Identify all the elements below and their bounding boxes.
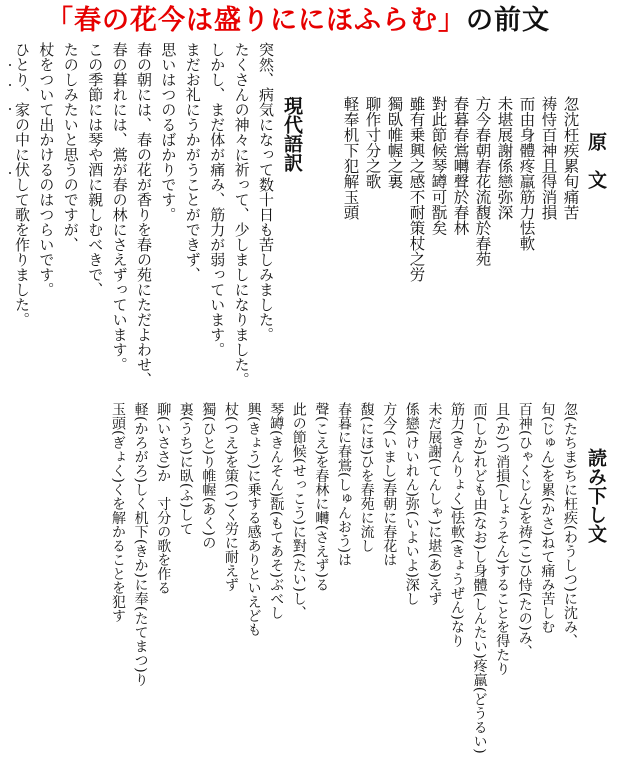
genbun-line: 對此節候琴罇可翫矣: [429, 96, 448, 236]
yomikudashi-line: 方今(いまし)春朝に春花は: [381, 402, 398, 567]
genbun-line: 忽沈枉疾累旬痛苦: [561, 96, 580, 220]
genbun-line: 獨臥帷幄之裏: [385, 96, 404, 189]
genbun-line: 春暮春鴬囀聲於春林: [451, 96, 470, 236]
gendai-heading: 現代語訳: [281, 96, 303, 172]
yomikudashi-line: 且(か)つ消損(しょうそん)することを得たり: [494, 402, 511, 676]
gendai-line: しかし、まだ体が痛み、筋力が弱っています。: [208, 42, 227, 357]
genbun-line: 雖有乗興之感不耐策杖之労: [407, 96, 426, 282]
gendai-line: まだお礼にうかがうことができず、: [183, 42, 202, 282]
genbun-line: 聊作寸分之歌: [363, 96, 382, 189]
yomikudashi-line: 聲(こえ)を春林に囀(さえず)る: [313, 402, 330, 592]
yomikudashi-line: 此の節候(せっこう)に對(たい)し、: [290, 402, 307, 620]
gendai-line: 突然、病気になって数十日も苦しみました。: [257, 42, 275, 342]
yomikudashi-line: 未だ展謝(てんしゃ)に堪(あ)えず: [426, 402, 443, 606]
decorative-dot: [9, 64, 11, 66]
decorative-dot: [9, 108, 11, 110]
yomikudashi-heading: 読み下し文: [585, 448, 607, 543]
yomikudashi-line: 興(きょう)に乗する感ありといえども: [245, 402, 262, 637]
genbun-line: 未堪展謝係戀弥深: [495, 96, 514, 220]
yomikudashi-line: 而(しか)れども由(なお)し身體(しんたい)疼羸(どうるい): [471, 402, 488, 754]
gendai-line: ひとり、家の中に伏して歌を作りました。: [13, 42, 31, 327]
yomikudashi-line: 聊(いささ)か 寸分の歌を作る: [155, 402, 172, 595]
gendai-line: たのしみたいと思うのですが、: [61, 42, 80, 252]
gendai-line: 思いはつのるばかりです。: [159, 42, 178, 222]
yomikudashi-line: 忽(たちま)ちに枉疾(わうしつ)に沈み、: [562, 402, 578, 648]
gendai-line: 春の朝には、春の花が香りを春の苑にただよわせ、: [135, 42, 153, 387]
yomikudashi-line: 春暮に春鴬(しゅんおう)は: [336, 402, 352, 567]
gendai-line: 春の暮れには、鴬が春の林にさえずっています。: [110, 42, 129, 372]
yomikudashi-line: 筋力(きんりょく)怯軟(きょうぜん)なり: [449, 402, 465, 648]
title-main: 「春の花今は盛りににほふらむ」: [46, 5, 466, 36]
genbun-line: 祷恃百神且得消損: [539, 96, 558, 220]
yomikudashi-line: 軽(かろがろ)しく机下(きか)に奉(たてまつ)り: [132, 402, 149, 687]
yomikudashi-line: 馥(にほ)ひを春苑に流し: [358, 402, 375, 553]
gendai-line: この季節には琴や酒に親しむべきで、: [86, 42, 105, 297]
yomikudashi-line: 杖(つえ)を策(つ)く労に耐えず: [223, 402, 239, 592]
yomikudashi-line: 係戀(けいれん)弥(いよいよ)深し: [403, 402, 420, 606]
yomikudashi-line: 琴罇(きんそん)翫(もてあそ)ぶべし: [268, 402, 285, 620]
genbun-line: 軽奉机下犯解玉頭: [341, 96, 360, 220]
gendai-line: たくさんの神々に祈って、少しましになりました。: [232, 42, 251, 387]
title-suffix: の前文: [466, 5, 550, 36]
decorative-dot: [9, 84, 11, 86]
yomikudashi-line: 玉頭(ぎょく)くを解かることを犯す: [110, 402, 126, 623]
yomikudashi-line: 獨(ひと)り帷幄(あく)の: [200, 402, 217, 550]
yomikudashi-line: 旬(じゅん)を累(かさ)ねて痛み苦しむ: [539, 402, 556, 634]
gendai-line: 杖をついて出かけるのはつらいです。: [37, 42, 56, 297]
genbun-line: 而由身體疼羸筋力怯軟: [517, 96, 536, 251]
genbun-line: 方今春朝春花流馥於春苑: [473, 96, 492, 267]
yomikudashi-line: 裏(うち)に臥(ふ)して: [177, 402, 194, 536]
page-title: [46, 4, 550, 38]
decorative-dot: [9, 172, 11, 174]
genbun-heading: 原 文: [585, 132, 607, 189]
yomikudashi-line: 百神(ひゃくじん)を祷(こ)ひ恃(たの)み、: [516, 402, 533, 659]
